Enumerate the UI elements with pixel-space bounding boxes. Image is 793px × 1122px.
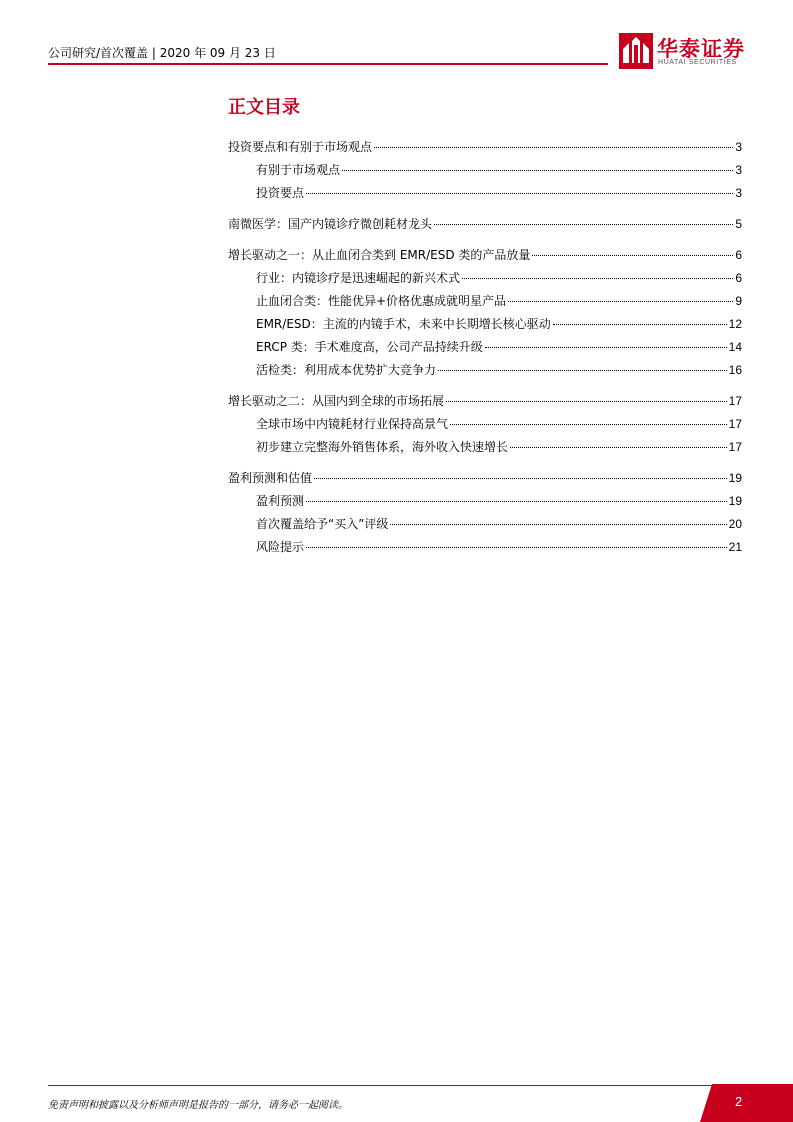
toc-entry-label: 止血闭合类：性能优异+价格优惠成就明星产品 [256, 294, 507, 308]
toc-entry-label: 盈利预测和估值 [228, 471, 313, 485]
toc-entry-label: EMR/ESD：主流的内镜手术，未来中长期增长核心驱动 [256, 317, 551, 331]
toc-entry-label: 有别于市场观点 [256, 163, 341, 177]
toc-entry-page: 3 [735, 140, 742, 154]
toc-leader-dots [434, 224, 733, 225]
toc-leader-dots [390, 524, 726, 525]
toc-entry-page: 17 [728, 394, 742, 408]
toc-entry-page: 3 [735, 163, 742, 177]
toc-leader-dots [374, 147, 733, 148]
toc-entry-sub[interactable] [228, 269, 742, 292]
page-number-badge [700, 1084, 793, 1122]
toc-leader-dots [462, 278, 733, 279]
huatai-logo-icon [619, 33, 653, 69]
toc-entry[interactable] [228, 246, 742, 269]
toc-leader-dots [306, 193, 733, 194]
toc-entry-page: 17 [728, 417, 742, 431]
toc-leader-dots [553, 324, 727, 325]
toc-entry-sub[interactable] [228, 538, 742, 561]
toc-leader-dots [532, 255, 733, 256]
logo-name-en: HUATAI SECURITIES [658, 59, 737, 66]
toc-leader-dots [510, 447, 727, 448]
toc-leader-dots [314, 478, 727, 479]
page-number: 2 [735, 1094, 743, 1109]
toc-entry-sub[interactable] [228, 161, 742, 184]
toc-entry-sub[interactable] [228, 315, 742, 338]
toc-entry-page: 20 [728, 517, 742, 531]
toc-entry-label: 全球市场中内镜耗材行业保持高景气 [256, 417, 449, 431]
footer-divider [48, 1085, 712, 1086]
toc-group [228, 138, 742, 207]
toc-entry[interactable] [228, 215, 742, 238]
toc-entry-page: 5 [735, 217, 742, 231]
toc-entry-label: ERCP 类：手术难度高，公司产品持续升级 [256, 340, 483, 354]
toc-group [228, 392, 742, 461]
toc-entry-page: 16 [728, 363, 742, 377]
toc-leader-dots [342, 170, 733, 171]
toc-entry-label: 增长驱动之一：从止血闭合类到 EMR/ESD 类的产品放量 [228, 248, 531, 262]
toc-entry-label: 初步建立完整海外销售体系，海外收入快速增长 [256, 440, 509, 454]
toc-entry-sub[interactable] [228, 338, 742, 361]
toc-leader-dots [438, 370, 727, 371]
header-report-info: 公司研究/首次覆盖 | 2020 年 09 月 23 日 [48, 46, 276, 60]
toc-leader-dots [485, 347, 727, 348]
toc-leader-dots [450, 424, 727, 425]
toc-entry-page: 12 [728, 317, 742, 331]
toc-entry[interactable] [228, 469, 742, 492]
toc-entry-label: 盈利预测 [256, 494, 305, 508]
toc-entry[interactable] [228, 138, 742, 161]
toc-entry-page: 19 [728, 471, 742, 485]
company-logo [619, 33, 749, 71]
toc-entry-label: 首次覆盖给予“买入”评级 [256, 517, 389, 531]
toc-entry-page: 19 [728, 494, 742, 508]
toc-entry-page: 14 [728, 340, 742, 354]
toc-entry-page: 17 [728, 440, 742, 454]
toc-leader-dots [508, 301, 733, 302]
toc-entry[interactable] [228, 392, 742, 415]
toc-entry-label: 增长驱动之二：从国内到全球的市场拓展 [228, 394, 445, 408]
toc-entry-page: 3 [735, 186, 742, 200]
toc-entry-label: 投资要点和有别于市场观点 [228, 140, 373, 154]
toc-entry-sub[interactable] [228, 515, 742, 538]
toc-entry-page: 9 [735, 294, 742, 308]
toc-entry-page: 6 [735, 271, 742, 285]
logo-name-cn: 华泰证券 [657, 37, 745, 61]
toc-entry-sub[interactable] [228, 438, 742, 461]
toc-entry-label: 活检类：利用成本优势扩大竞争力 [256, 363, 437, 377]
toc-entry-sub[interactable] [228, 415, 742, 438]
toc-entry-label: 投资要点 [256, 186, 305, 200]
toc-entry-page: 21 [728, 540, 742, 554]
toc-group [228, 246, 742, 384]
toc-title: 正文目录 [228, 97, 300, 118]
toc-entry-sub[interactable] [228, 361, 742, 384]
toc-leader-dots [306, 547, 727, 548]
header-divider [48, 63, 608, 65]
toc-entry-sub[interactable] [228, 184, 742, 207]
toc-entry-sub[interactable] [228, 492, 742, 515]
toc-entry-page: 6 [735, 248, 742, 262]
toc-group [228, 215, 742, 238]
toc-entry-label: 南微医学：国产内镜诊疗微创耗材龙头 [228, 217, 433, 231]
toc-leader-dots [446, 401, 727, 402]
toc-leader-dots [306, 501, 727, 502]
table-of-contents [228, 138, 742, 569]
toc-entry-sub[interactable] [228, 292, 742, 315]
toc-entry-label: 行业：内镜诊疗是迅速崛起的新兴术式 [256, 271, 461, 285]
toc-entry-label: 风险提示 [256, 540, 305, 554]
toc-group [228, 469, 742, 561]
footer-disclaimer: 免责声明和披露以及分析师声明是报告的一部分，请务必一起阅读。 [48, 1100, 348, 1111]
